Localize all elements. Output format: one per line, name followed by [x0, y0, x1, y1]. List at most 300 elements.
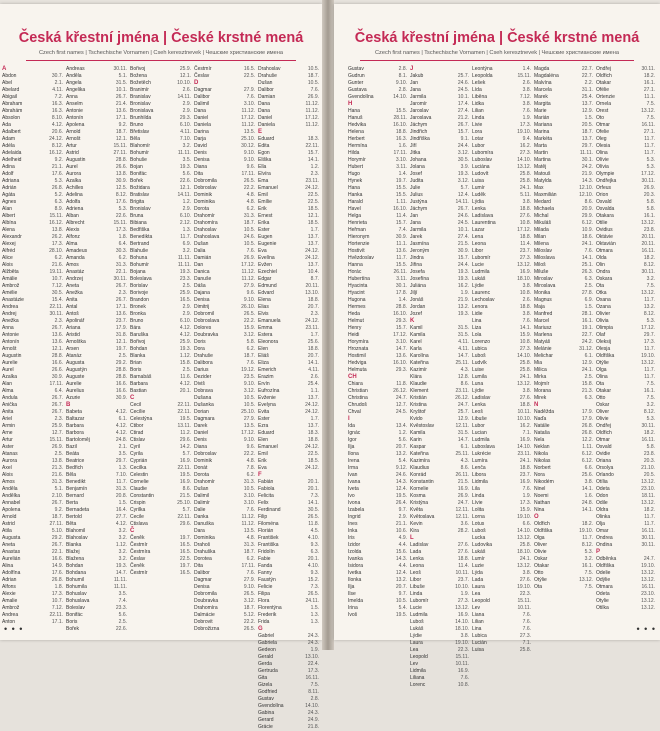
- name-entry: [410, 486, 470, 493]
- name-day-date: 16.11.: [641, 528, 655, 534]
- name-entry: [66, 535, 128, 542]
- first-name: Dobromila: [194, 178, 217, 184]
- first-name: Benedikta: [130, 234, 153, 240]
- first-name: Hyacint: [348, 290, 365, 296]
- name-entry: [258, 381, 320, 388]
- name-entry: [410, 374, 470, 381]
- first-name: Mojmír: [534, 381, 550, 387]
- first-name: Ovidius: [596, 227, 613, 233]
- first-name: Olinka: [596, 514, 611, 520]
- first-name: Abigail: [2, 94, 18, 100]
- first-name: Emanuela: [258, 318, 281, 324]
- name-entry: [66, 591, 128, 598]
- first-name: Ella: [258, 164, 267, 170]
- first-name: Dorotea: [194, 556, 212, 562]
- name-entry: [2, 493, 64, 500]
- name-entry: [348, 479, 408, 486]
- name-day-date: 2.3.: [54, 416, 63, 422]
- first-name: Bazil: [66, 444, 77, 450]
- name-day-date: 6.10.: [179, 318, 191, 324]
- name-day-date: 3.6.: [460, 521, 469, 527]
- name-entry: [410, 346, 470, 353]
- first-name: Ota: [596, 283, 605, 289]
- name-day-date: 25.1.: [581, 262, 593, 268]
- name-entry: [2, 346, 64, 353]
- first-name: Anděla: [2, 486, 18, 492]
- first-name: Ludovít: [472, 171, 489, 177]
- first-name: Apolena: [2, 507, 21, 513]
- name-day-date: 27.3.: [519, 150, 531, 156]
- name-entry: [194, 73, 256, 80]
- name-entry: [596, 255, 656, 262]
- name-entry: [194, 66, 256, 73]
- name-day-date: 30.11.: [641, 178, 655, 184]
- first-name: Igor: [348, 437, 357, 443]
- name-entry: [2, 108, 64, 115]
- name-entry: [258, 605, 320, 612]
- name-entry: [348, 143, 408, 150]
- name-entry: [596, 157, 656, 164]
- name-entry: [410, 241, 470, 248]
- first-name: Adéla: [2, 143, 15, 149]
- name-entry: [410, 171, 470, 178]
- first-name: Eugen: [258, 234, 273, 240]
- name-day-date: 3.2.: [182, 143, 191, 149]
- name-entry: [130, 332, 192, 339]
- name-day-date: 11.12.: [241, 122, 255, 128]
- name-day-date: 4.11.: [180, 129, 191, 135]
- name-entry: [410, 192, 470, 199]
- first-name: Augustýn: [66, 367, 87, 373]
- name-entry: [596, 416, 656, 423]
- name-day-date: 8.12.: [581, 542, 593, 548]
- name-entry: [472, 122, 532, 129]
- name-day-date: 16.10.: [393, 122, 407, 128]
- name-day-date: 7.4.: [398, 227, 407, 233]
- first-name: Jiljí: [410, 290, 418, 296]
- name-entry: [348, 493, 408, 500]
- name-entry: [348, 87, 408, 94]
- first-name: Luisa: [472, 178, 484, 184]
- name-entry: [130, 178, 192, 185]
- name-entry: [472, 283, 532, 290]
- name-entry: [258, 661, 320, 668]
- first-name: Estera: [258, 332, 273, 338]
- first-name: Bohdana: [66, 570, 87, 576]
- name-day-date: 4.3.: [460, 458, 469, 464]
- name-entry: [66, 416, 128, 423]
- name-day-date: 3.11.: [396, 276, 407, 282]
- name-day-date: 18.8.: [519, 234, 531, 240]
- first-name: Augusta: [2, 535, 21, 541]
- name-day-date: 2.1.: [118, 444, 127, 450]
- name-entry: [472, 381, 532, 388]
- name-day-date: 13.6.: [51, 339, 63, 345]
- name-day-date: 26.5.: [243, 626, 255, 632]
- name-day-date: 12.2.: [581, 437, 593, 443]
- name-day-date: 26.9.: [457, 493, 469, 499]
- name-day-date: 22.5.: [307, 451, 319, 457]
- first-name: Edmund: [258, 283, 277, 289]
- name-entry: [130, 276, 192, 283]
- name-day-date: 23.11.: [305, 325, 319, 331]
- name-entry: [410, 332, 470, 339]
- name-entry: [348, 185, 408, 192]
- first-name: Cecilka: [130, 465, 147, 471]
- name-day-date: 7.5.: [646, 101, 655, 107]
- name-entry: [130, 171, 192, 178]
- name-day-date: 7.5.: [584, 584, 593, 590]
- name-day-date: 28.8.: [51, 353, 63, 359]
- name-entry: [410, 528, 470, 535]
- name-day-date: 4.12.: [179, 381, 191, 387]
- name-entry: [534, 332, 594, 339]
- name-entry: [130, 563, 192, 570]
- name-day-date: 19.5.: [395, 612, 407, 618]
- first-name: Amadeus: [66, 248, 88, 254]
- first-name: Odeta: [596, 486, 610, 492]
- first-name: Ctirad: [130, 430, 144, 436]
- first-name: Hedvika: [348, 122, 367, 128]
- name-day-date: 16.3.: [51, 108, 63, 114]
- name-entry: [194, 101, 256, 108]
- name-day-date: 16.9.: [179, 479, 191, 485]
- name-entry: [596, 556, 656, 563]
- name-day-date: 4.11.: [308, 367, 319, 373]
- name-day-date: 7.10.: [115, 472, 127, 478]
- name-entry: [2, 591, 64, 598]
- first-name: Otakar: [596, 80, 612, 86]
- first-name: Auguste: [66, 374, 85, 380]
- name-day-date: 31.5.: [115, 80, 127, 86]
- name-entry: [472, 304, 532, 311]
- name-entry: [194, 472, 256, 479]
- name-day-date: 11.6.: [180, 374, 191, 380]
- name-entry: [410, 80, 470, 87]
- name-entry: [410, 325, 470, 332]
- name-entry: [534, 262, 594, 269]
- name-entry: [348, 241, 408, 248]
- name-day-date: 30.9.: [395, 234, 407, 240]
- name-day-date: 13.6.: [395, 353, 407, 359]
- name-entry: [130, 143, 192, 150]
- name-entry: [472, 80, 532, 87]
- name-day-date: 9.10.: [243, 157, 255, 163]
- name-day-date: 30.9.: [115, 395, 127, 401]
- name-entry: [410, 178, 470, 185]
- name-day-date: 25.8.: [519, 542, 531, 548]
- name-entry: [194, 430, 256, 437]
- name-day-date: 31.3.: [243, 542, 255, 548]
- name-day-date: 1.7.: [310, 332, 319, 338]
- name-entry: [596, 150, 656, 157]
- first-name: Gudrun: [348, 73, 365, 79]
- name-day-date: 15.5.: [395, 185, 407, 191]
- first-name: Oskar: [596, 402, 610, 408]
- name-day-date: 11.7.: [644, 136, 655, 142]
- name-day-date: 14.10.: [517, 157, 531, 163]
- name-day-date: 19.5.: [395, 493, 407, 499]
- name-column: [258, 66, 320, 730]
- first-name: David: [194, 143, 207, 149]
- name-entry: [258, 276, 320, 283]
- name-day-date: 2.5.: [118, 353, 127, 359]
- name-day-date: 17.12.: [305, 115, 319, 121]
- first-name: Odile: [596, 500, 608, 506]
- name-day-date: 21.3.: [51, 465, 63, 471]
- first-name: Monika: [534, 290, 551, 296]
- first-name: Mia: [534, 360, 543, 366]
- name-day-date: 12.4.: [395, 570, 407, 576]
- first-name: Luboš: [410, 619, 424, 625]
- first-name: Atanáz: [66, 353, 82, 359]
- first-name: Jakub: [410, 73, 424, 79]
- name-entry: [130, 423, 192, 430]
- name-day-date: 5.3.: [584, 549, 593, 555]
- name-day-date: 1.11.: [396, 199, 407, 205]
- name-entry: [130, 346, 192, 353]
- first-name: Bronka: [130, 311, 146, 317]
- name-day-date: 6.10.: [179, 122, 191, 128]
- first-name: Noemi: [534, 493, 549, 499]
- name-day-date: 16.5.: [243, 66, 255, 72]
- letter-heading: O: [534, 514, 539, 520]
- name-day-date: 26.11.: [393, 269, 407, 275]
- first-name: Damián: [194, 255, 212, 261]
- first-name: Jarek: [410, 234, 423, 240]
- first-name: Erika: [258, 220, 270, 226]
- name-entry: [348, 234, 408, 241]
- name-day-date: 3.2.: [118, 535, 127, 541]
- first-name: Hanna: [348, 262, 363, 268]
- name-entry: [2, 479, 64, 486]
- first-name: Drahuše: [258, 73, 277, 79]
- name-day-date: 19.10.: [517, 514, 531, 520]
- name-day-date: 17.11.: [393, 150, 407, 156]
- name-entry: [472, 577, 532, 584]
- first-name: Ozana: [596, 304, 611, 310]
- first-name: Božena: [130, 73, 147, 79]
- letter-heading: CH: [348, 374, 357, 380]
- name-day-date: 30.9.: [51, 374, 63, 380]
- first-name: Olesja: [596, 346, 611, 352]
- name-day-date: 28.8.: [395, 304, 407, 310]
- first-name: Dobroslav: [194, 185, 217, 191]
- name-day-date: 19.3.: [457, 171, 469, 177]
- name-day-date: 15.4.: [51, 297, 63, 303]
- name-entry: [2, 500, 64, 507]
- name-day-date: 11.12.: [305, 108, 319, 114]
- name-day-date: 27.9.: [243, 283, 255, 289]
- name-day-date: 21.5.: [179, 493, 191, 499]
- first-name: Fridolín: [258, 549, 275, 555]
- name-day-date: 19.7.: [115, 346, 127, 352]
- first-name: Otýlie: [534, 577, 547, 583]
- first-name: Blanka: [66, 542, 82, 548]
- name-day-date: 9.10.: [395, 80, 407, 86]
- first-name: Egon: [258, 150, 270, 156]
- first-name: Blažena: [66, 556, 85, 562]
- name-day-date: 7.6.: [522, 318, 531, 324]
- name-entry: [258, 227, 320, 234]
- name-entry: [596, 437, 656, 444]
- name-entry: [66, 325, 128, 332]
- first-name: Olivie: [596, 416, 609, 422]
- first-name: Liza: [472, 325, 482, 331]
- name-entry: [2, 409, 64, 416]
- first-name: Oldřiška: [534, 528, 553, 534]
- name-day-date: 20.7.: [307, 353, 319, 359]
- name-entry: [66, 185, 128, 192]
- name-entry: [472, 115, 532, 122]
- first-name: Bertrand: [130, 241, 150, 247]
- name-day-date: 19.10.: [641, 353, 655, 359]
- name-entry: [258, 241, 320, 248]
- first-name: Lina: [472, 626, 482, 632]
- first-name: Ninel: [534, 486, 546, 492]
- name-day-date: 26.9.: [307, 94, 319, 100]
- name-entry: [410, 206, 470, 213]
- name-day-date: 4.12.: [179, 325, 191, 331]
- name-entry: [2, 150, 64, 157]
- first-name: Dobrava: [194, 388, 213, 394]
- name-entry: [410, 108, 470, 115]
- first-name: Orlando: [596, 472, 614, 478]
- first-name: Bojan: [130, 164, 143, 170]
- first-name: Alfréd: [2, 248, 16, 254]
- name-entry: [194, 255, 256, 262]
- name-day-date: 9.6.: [246, 164, 255, 170]
- name-day-date: 26.10.: [241, 304, 255, 310]
- first-name: Marina: [534, 129, 550, 135]
- first-name: Imelda: [348, 598, 364, 604]
- name-entry: [534, 276, 594, 283]
- name-day-date: 7.6.: [522, 108, 531, 114]
- first-name: Eduard: [258, 430, 275, 436]
- first-name: Matyáš: [534, 339, 551, 345]
- first-name: Ludmila: [410, 612, 428, 618]
- name-entry: [596, 479, 656, 486]
- name-entry: [66, 570, 128, 577]
- name-entry: [410, 570, 470, 577]
- name-entry: [472, 241, 532, 248]
- name-entry: [130, 234, 192, 241]
- name-entry: [194, 423, 256, 430]
- name-day-date: 14.11.: [455, 199, 469, 205]
- name-entry: [258, 136, 320, 143]
- name-day-date: 27.9.: [243, 577, 255, 583]
- name-entry: [194, 185, 256, 192]
- name-day-date: 16.6.: [51, 360, 63, 366]
- first-name: Jozef: [410, 311, 422, 317]
- first-name: Kryštof: [410, 409, 426, 415]
- name-day-date: 26.5.: [243, 311, 255, 317]
- name-day-date: 2.8.: [310, 696, 319, 702]
- name-entry: [130, 535, 192, 542]
- first-name: Ovidie: [596, 451, 611, 457]
- name-entry: [194, 353, 256, 360]
- name-day-date: 22.2.: [243, 619, 255, 625]
- first-name: Ondřej: [596, 66, 612, 72]
- name-day-date: 26.5.: [307, 514, 319, 520]
- first-name: Oktavián: [596, 241, 616, 247]
- name-day-date: 25.9.: [179, 66, 191, 72]
- first-name: Fanda: [258, 563, 273, 569]
- name-day-date: 16.5.: [179, 297, 191, 303]
- name-entry: [258, 94, 320, 101]
- first-name: Dalibora: [194, 360, 213, 366]
- first-name: Linda: [410, 591, 423, 597]
- first-name: Eva: [258, 248, 267, 254]
- name-day-date: 17.11.: [241, 171, 255, 177]
- first-name: Bohuna: [130, 255, 148, 261]
- name-day-date: 18.7.: [307, 73, 319, 79]
- name-day-date: 15.9.: [243, 325, 255, 331]
- name-entry: [130, 122, 192, 129]
- name-day-date: 2.5.: [584, 283, 593, 289]
- first-name: Elena: [258, 297, 271, 303]
- name-entry: [348, 290, 408, 297]
- first-name: Andrea: [2, 304, 19, 310]
- name-day-date: 10.11.: [455, 570, 469, 576]
- name-entry: [348, 248, 408, 255]
- first-name: Nikola: [534, 451, 548, 457]
- name-day-date: 29.9.: [581, 213, 593, 219]
- first-name: Blahomil: [66, 528, 86, 534]
- name-day-date: 7.12.: [51, 283, 63, 289]
- name-entry: [2, 94, 64, 101]
- name-entry: [258, 66, 320, 73]
- name-entry: [258, 500, 320, 507]
- first-name: Kornelie: [410, 486, 429, 492]
- name-entry: [472, 157, 532, 164]
- first-name: Markéta: [534, 136, 553, 142]
- first-name: Felix: [258, 500, 269, 506]
- name-day-date: 18.2.: [643, 507, 655, 513]
- name-day-date: 24.1.: [581, 241, 593, 247]
- first-name: Karla: [410, 346, 422, 352]
- first-name: Hedviga: [348, 360, 367, 366]
- first-name: Dalmácie: [194, 612, 215, 618]
- name-entry: [410, 682, 470, 689]
- name-day-date: 15.11.: [49, 213, 63, 219]
- name-day-date: 3.5.: [182, 157, 191, 163]
- name-day-date: 1.5.: [310, 605, 319, 611]
- name-day-date: 19.10.: [455, 640, 469, 646]
- first-name: Lubomíra: [472, 150, 494, 156]
- first-name: Ctibor: [130, 423, 144, 429]
- name-day-date: 26.9.: [643, 185, 655, 191]
- name-entry: [194, 290, 256, 297]
- first-name: Dorota: [194, 472, 210, 478]
- name-entry: [410, 549, 470, 556]
- name-day-date: 26.7.: [51, 542, 63, 548]
- first-name: Angela: [66, 80, 82, 86]
- name-entry: [472, 213, 532, 220]
- name-day-date: 18.7.: [115, 129, 127, 135]
- first-name: Lea: [410, 647, 419, 653]
- name-day-date: 11.7.: [644, 297, 655, 303]
- name-day-date: 17.12.: [393, 332, 407, 338]
- first-name: Matouš: [534, 171, 551, 177]
- name-day-date: 29.3.: [395, 367, 407, 373]
- name-day-date: 7.5.: [646, 115, 655, 121]
- first-name: Luciána: [472, 164, 490, 170]
- first-name: Jana: [410, 220, 421, 226]
- name-entry: [2, 248, 64, 255]
- first-name: Aurelie: [66, 381, 82, 387]
- first-name: Danica: [194, 269, 210, 275]
